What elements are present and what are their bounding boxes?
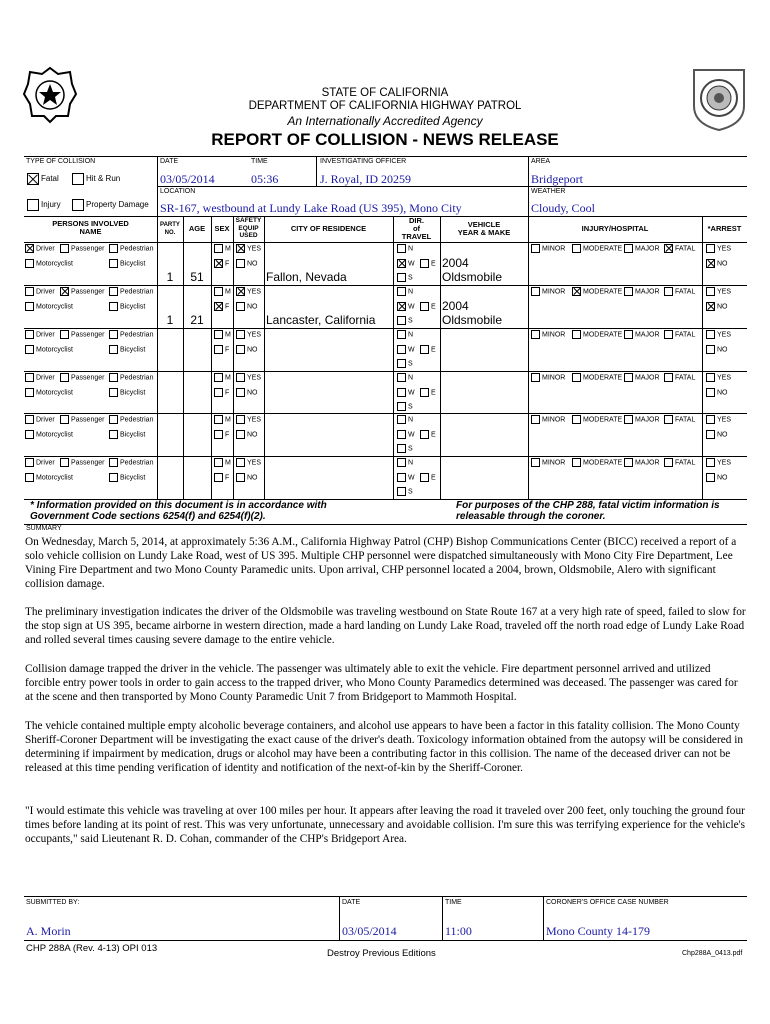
- safety-yes-checkbox[interactable]: YES: [236, 373, 261, 383]
- file-name: Chp288A_0413.pdf: [682, 950, 743, 957]
- sex-m-checkbox[interactable]: M: [214, 373, 231, 383]
- arrest-yes-checkbox[interactable]: YES: [706, 244, 731, 254]
- officer-label: INVESTIGATING OFFICER: [320, 158, 407, 165]
- area-label: AREA: [531, 158, 551, 165]
- injury-major-checkbox[interactable]: MAJOR: [624, 330, 660, 340]
- weather-value: Cloudy, Cool: [531, 201, 595, 215]
- footer-time-value: 11:00: [445, 924, 472, 938]
- sex-f-checkbox[interactable]: F: [214, 388, 229, 398]
- sex-f-checkbox[interactable]: F: [214, 345, 229, 355]
- fatal-checkbox[interactable]: Fatal: [27, 173, 59, 185]
- header-tagline: An Internationally Accredited Agency: [287, 114, 483, 128]
- col-dir: DIR.: [409, 216, 424, 225]
- coroner-case-value: Mono County 14-179: [546, 924, 651, 938]
- vehicle-year: 2004: [442, 256, 469, 270]
- injury-minor-checkbox[interactable]: MINOR: [531, 458, 565, 468]
- motorcyclist-checkbox[interactable]: Motorcyclist: [25, 388, 73, 398]
- dir-e-checkbox[interactable]: E: [420, 430, 436, 440]
- dir-w-checkbox[interactable]: W: [397, 302, 415, 312]
- safety-no-checkbox[interactable]: NO: [236, 345, 258, 355]
- dir-s-checkbox[interactable]: S: [397, 444, 413, 454]
- injury-moderate-checkbox[interactable]: MODERATE: [572, 330, 622, 340]
- motorcyclist-checkbox[interactable]: Motorcyclist: [25, 345, 73, 355]
- arrest-yes-checkbox[interactable]: YES: [706, 287, 731, 297]
- injury-minor-checkbox[interactable]: MINOR: [531, 244, 565, 254]
- sex-m-checkbox[interactable]: M: [214, 458, 231, 468]
- dir-n-checkbox[interactable]: N: [397, 287, 413, 297]
- injury-fatal-checkbox[interactable]: FATAL: [664, 373, 695, 383]
- dir-w-checkbox[interactable]: W: [397, 473, 415, 483]
- form-number: CHP 288A (Rev. 4-13) OPI 013: [26, 943, 158, 954]
- passenger-checkbox[interactable]: Passenger: [60, 415, 104, 425]
- sex-m-checkbox[interactable]: M: [214, 330, 231, 340]
- passenger-checkbox[interactable]: Passenger: [60, 458, 104, 468]
- driver-checkbox[interactable]: Driver: [25, 415, 55, 425]
- pedestrian-checkbox[interactable]: Pedestrian: [109, 287, 153, 297]
- injury-moderate-checkbox[interactable]: MODERATE: [572, 415, 622, 425]
- col-used: USED: [239, 232, 258, 239]
- injury-minor-checkbox[interactable]: MINOR: [531, 415, 565, 425]
- vehicle-year: 2004: [442, 299, 469, 313]
- bicyclist-checkbox[interactable]: Bicyclist: [109, 430, 145, 440]
- pedestrian-checkbox[interactable]: Pedestrian: [109, 244, 153, 254]
- injury-major-checkbox[interactable]: MAJOR: [624, 458, 660, 468]
- arrest-yes-checkbox[interactable]: YES: [706, 415, 731, 425]
- report-title: REPORT OF COLLISION - NEWS RELEASE: [211, 130, 559, 149]
- dir-e-checkbox[interactable]: E: [420, 473, 436, 483]
- injury-major-checkbox[interactable]: MAJOR: [624, 415, 660, 425]
- dir-w-checkbox[interactable]: W: [397, 345, 415, 355]
- destroy-previous-editions: Destroy Previous Editions: [327, 948, 436, 959]
- dir-w-checkbox[interactable]: W: [397, 259, 415, 269]
- arrest-yes-checkbox[interactable]: YES: [706, 458, 731, 468]
- pedestrian-checkbox[interactable]: Pedestrian: [109, 415, 153, 425]
- col-travel: TRAVEL: [401, 232, 432, 241]
- driver-checkbox[interactable]: Driver: [25, 287, 55, 297]
- dir-s-checkbox[interactable]: S: [397, 402, 413, 412]
- bicyclist-checkbox[interactable]: Bicyclist: [109, 259, 145, 269]
- injury-major-checkbox[interactable]: MAJOR: [624, 287, 660, 297]
- vehicle-make: Oldsmobile: [442, 270, 503, 284]
- col-name: NAME: [79, 227, 102, 236]
- summary-paragraph-2: The preliminary investigation indicates the driver of the Oldsmobile was traveling westbound on State Route 167 at a very high rate of speed, failed to slow for the stop sign at US 395, became airborne in western direction, made a hard landing on Lundy Lake Road, traveled off the north road edge of Lundy Lake Road and rolled several times causing severe damage to the entire vehicle.: [25, 606, 746, 646]
- sex-f-checkbox[interactable]: F: [214, 473, 229, 483]
- col-age: AGE: [188, 224, 206, 233]
- col-equip: EQUIP: [238, 224, 259, 232]
- dir-s-checkbox[interactable]: S: [397, 316, 413, 326]
- header-state: STATE OF CALIFORNIA: [321, 87, 449, 99]
- arrest-yes-checkbox[interactable]: YES: [706, 373, 731, 383]
- summary-label: SUMMARY: [26, 525, 62, 532]
- injury-fatal-checkbox[interactable]: FATAL: [664, 330, 695, 340]
- dir-w-checkbox[interactable]: W: [397, 430, 415, 440]
- party-city: Lancaster, California: [266, 313, 376, 327]
- submitted-by-label: SUBMITTED BY:: [26, 899, 80, 906]
- hit-run-checkbox[interactable]: Hit & Run: [72, 173, 120, 185]
- sex-m-checkbox[interactable]: M: [214, 287, 231, 297]
- dir-e-checkbox[interactable]: E: [420, 345, 436, 355]
- sex-m-checkbox[interactable]: M: [214, 415, 231, 425]
- col-arrest: *ARREST: [707, 224, 742, 233]
- safety-no-checkbox[interactable]: NO: [236, 302, 258, 312]
- dir-n-checkbox[interactable]: N: [397, 415, 413, 425]
- injury-minor-checkbox[interactable]: MINOR: [531, 373, 565, 383]
- passenger-checkbox[interactable]: Passenger: [60, 287, 104, 297]
- location-value: SR-167, westbound at Lundy Lake Road (US 395), Mono City: [160, 201, 462, 215]
- dir-n-checkbox[interactable]: N: [397, 458, 413, 468]
- sex-m-checkbox[interactable]: M: [214, 244, 231, 254]
- safety-no-checkbox[interactable]: NO: [236, 430, 258, 440]
- injury-minor-checkbox[interactable]: MINOR: [531, 287, 565, 297]
- pedestrian-checkbox[interactable]: Pedestrian: [109, 458, 153, 468]
- safety-no-checkbox[interactable]: NO: [236, 473, 258, 483]
- injury-moderate-checkbox[interactable]: MODERATE: [572, 244, 622, 254]
- injury-moderate-checkbox[interactable]: MODERATE: [572, 458, 622, 468]
- col-of: of: [412, 224, 421, 233]
- passenger-checkbox[interactable]: Passenger: [60, 373, 104, 383]
- dir-s-checkbox[interactable]: S: [397, 487, 413, 497]
- safety-yes-checkbox[interactable]: YES: [236, 287, 261, 297]
- driver-checkbox[interactable]: Driver: [25, 330, 55, 340]
- sex-f-checkbox[interactable]: F: [214, 259, 229, 269]
- date-label: DATE: [160, 158, 179, 165]
- injury-minor-checkbox[interactable]: MINOR: [531, 330, 565, 340]
- date-value: 03/05/2014: [160, 172, 215, 186]
- bicyclist-checkbox[interactable]: Bicyclist: [109, 345, 145, 355]
- dir-e-checkbox[interactable]: E: [420, 259, 436, 269]
- vehicle-make: Oldsmobile: [442, 313, 503, 327]
- officer-value: J. Royal, ID 20259: [320, 172, 411, 186]
- col-city: CITY OF RESIDENCE: [290, 224, 367, 233]
- dir-s-checkbox[interactable]: S: [397, 273, 413, 283]
- time-label: TIME: [251, 158, 268, 165]
- injury-fatal-checkbox[interactable]: FATAL: [664, 458, 695, 468]
- col-vehicle: VEHICLE: [467, 220, 501, 229]
- motorcyclist-checkbox[interactable]: Motorcyclist: [25, 302, 73, 312]
- col-party: PARTY: [160, 222, 180, 228]
- injury-fatal-checkbox[interactable]: FATAL: [664, 287, 695, 297]
- driver-checkbox[interactable]: Driver: [25, 244, 55, 254]
- summary-paragraph-5: "I would estimate this vehicle was traveling at over 100 miles per hour. It appears after leaving the road it traveled over 200 feet, only touching the ground four times before landing at its point of rest. This was very unfortunate, unnecessary and avoidable collision. I'm sure this was terrifying experience for the vehicle's occupants," said Lieutenant R. D. Cohan, commander of the CHP's Bridgeport Area.: [25, 805, 746, 845]
- bicyclist-checkbox[interactable]: Bicyclist: [109, 473, 145, 483]
- injury-fatal-checkbox[interactable]: FATAL: [664, 244, 695, 254]
- arrest-no-checkbox[interactable]: NO: [706, 259, 728, 269]
- dir-n-checkbox[interactable]: N: [397, 244, 413, 254]
- injury-fatal-checkbox[interactable]: FATAL: [664, 415, 695, 425]
- driver-checkbox[interactable]: Driver: [25, 458, 55, 468]
- bicyclist-checkbox[interactable]: Bicyclist: [109, 388, 145, 398]
- arrest-yes-checkbox[interactable]: YES: [706, 330, 731, 340]
- passenger-checkbox[interactable]: Passenger: [60, 330, 104, 340]
- area-value: Bridgeport: [531, 172, 583, 186]
- passenger-checkbox[interactable]: Passenger: [60, 244, 104, 254]
- dir-e-checkbox[interactable]: E: [420, 388, 436, 398]
- party-city: Fallon, Nevada: [266, 270, 347, 284]
- safety-yes-checkbox[interactable]: YES: [236, 458, 261, 468]
- weather-label: WEATHER: [531, 188, 566, 195]
- safety-yes-checkbox[interactable]: YES: [236, 415, 261, 425]
- arrest-no-checkbox[interactable]: NO: [706, 388, 728, 398]
- safety-no-checkbox[interactable]: NO: [236, 259, 258, 269]
- footer-time-label: TIME: [445, 899, 462, 906]
- motorcyclist-checkbox[interactable]: Motorcyclist: [25, 473, 73, 483]
- col-year-make: YEAR & MAKE: [457, 228, 511, 237]
- summary-paragraph-4: The vehicle contained multiple empty alcoholic beverage containers, and alcohol use appears to have been a factor in this fatality collision. The Mono County Sheriff-Coroner Department will be investigating the exact cause of the driver's death. Toxicology information obtained from the autopsy will be considered in determining if impairment by medication, drugs or alcohol may have been a contributing factor in this collision. The name of the deceased driver can not be released at this time pending verification of identity and notification of the next-of-kin by the Sheriff-Coroner.: [25, 720, 743, 774]
- pedestrian-checkbox[interactable]: Pedestrian: [109, 330, 153, 340]
- footnote-coroner: For purposes of the CHP 288, fatal victim information is releasable through the coroner.: [456, 500, 720, 522]
- driver-checkbox[interactable]: Driver: [25, 373, 55, 383]
- safety-yes-checkbox[interactable]: YES: [236, 244, 261, 254]
- summary-paragraph-1: On Wednesday, March 5, 2014, at approximately 5:36 A.M., California Highway Patrol (CHP) Bishop Communications Center (BICC) received a report of a solo vehicle collision on Lundy Lake Road, west of US 395. Multiple CHP personnel were dispatched simultaneously with Mono City Fire Department, Lee Vining Fire Department and two Mono County Paramedic units. Upon arrival, CHP personnel located a 2004, brown, Oldsmobile, Alero with significant collision damage.: [25, 536, 737, 590]
- header-department: DEPARTMENT OF CALIFORNIA HIGHWAY PATROL: [248, 100, 522, 112]
- injury-major-checkbox[interactable]: MAJOR: [624, 373, 660, 383]
- footnote-government-code: * Information provided on this document is in accordance with Government Code sections 6254(f) and 6254(f)(2).: [30, 500, 327, 522]
- sex-f-checkbox[interactable]: F: [214, 302, 229, 312]
- property-damage-checkbox[interactable]: Property Damage: [72, 199, 149, 211]
- safety-yes-checkbox[interactable]: YES: [236, 330, 261, 340]
- arrest-no-checkbox[interactable]: NO: [706, 473, 728, 483]
- party-age: 21: [190, 313, 204, 327]
- injury-moderate-checkbox[interactable]: MODERATE: [572, 373, 622, 383]
- col-injury-hospital: INJURY/HOSPITAL: [581, 224, 649, 233]
- dir-n-checkbox[interactable]: N: [397, 330, 413, 340]
- footer-date-label: DATE: [342, 899, 361, 906]
- sex-f-checkbox[interactable]: F: [214, 430, 229, 440]
- arrest-no-checkbox[interactable]: NO: [706, 302, 728, 312]
- col-persons-involved: PERSONS INVOLVED: [52, 219, 129, 228]
- coroner-case-label: CORONER'S OFFICE CASE NUMBER: [546, 899, 669, 906]
- injury-moderate-checkbox[interactable]: MODERATE: [572, 287, 622, 297]
- dir-e-checkbox[interactable]: E: [420, 302, 436, 312]
- col-sex: SEX: [214, 224, 230, 233]
- submitted-by-value: A. Morin: [26, 924, 71, 938]
- type-of-collision-label: TYPE OF COLLISION: [26, 158, 96, 165]
- summary-paragraph-3: Collision damage trapped the driver in the vehicle. The passenger was ultimately able to exit the vehicle. Fire department personnel arrived and utilized forcible entry power tools in order to gain access to the trapped driver, who Mono County Paramedics determined was deceased. The passenger was cared for at the scene and then transported by Mono County Paramedic Unit 7 from Bridgeport to Mammoth Hospital.: [25, 663, 738, 703]
- injury-major-checkbox[interactable]: MAJOR: [624, 244, 660, 254]
- col-safety: SAFETY: [235, 217, 262, 224]
- dir-n-checkbox[interactable]: N: [397, 373, 413, 383]
- pedestrian-checkbox[interactable]: Pedestrian: [109, 373, 153, 383]
- time-value: 05:36: [251, 172, 279, 186]
- party-age: 51: [190, 270, 204, 284]
- motorcyclist-checkbox[interactable]: Motorcyclist: [25, 430, 73, 440]
- dir-w-checkbox[interactable]: W: [397, 388, 415, 398]
- party-number: 1: [166, 270, 174, 284]
- location-label: LOCATION: [160, 188, 196, 195]
- arrest-no-checkbox[interactable]: NO: [706, 430, 728, 440]
- bicyclist-checkbox[interactable]: Bicyclist: [109, 302, 145, 312]
- footer-date-value: 03/05/2014: [342, 924, 397, 938]
- motorcyclist-checkbox[interactable]: Motorcyclist: [25, 259, 73, 269]
- arrest-no-checkbox[interactable]: NO: [706, 345, 728, 355]
- col-party-no: NO.: [164, 230, 176, 236]
- party-number: 1: [166, 313, 174, 327]
- dir-s-checkbox[interactable]: S: [397, 359, 413, 369]
- safety-no-checkbox[interactable]: NO: [236, 388, 258, 398]
- injury-checkbox[interactable]: Injury: [27, 199, 61, 211]
